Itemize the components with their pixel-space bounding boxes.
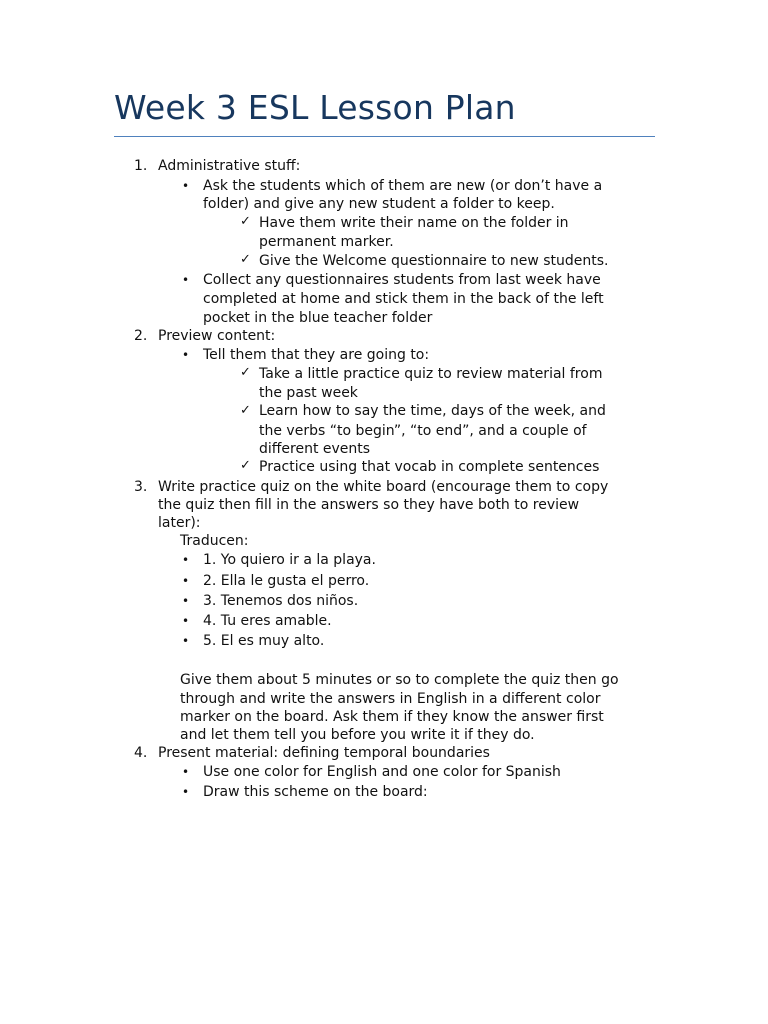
section-number: 3.	[134, 479, 148, 495]
quiz-item: 3. Tenemos dos niños.	[203, 593, 359, 609]
check-item-text: permanent marker.	[259, 234, 394, 250]
check-item-text: Take a little practice quiz to review material from	[259, 366, 603, 382]
quiz-item: 5. El es muy alto.	[203, 633, 325, 649]
bullet-icon: •	[182, 594, 190, 608]
section-heading: Preview content:	[158, 328, 276, 344]
bullet-text: Ask the students which of them are new (or don’t have a	[203, 178, 603, 194]
bullet-icon: •	[182, 614, 190, 628]
bullet-icon: •	[182, 574, 190, 588]
note-text: Give them about 5 minutes or so to complete the quiz then go	[180, 672, 619, 688]
title-underline	[114, 136, 655, 137]
section-heading: Administrative stuff:	[158, 158, 301, 174]
quiz-item: 4. Tu eres amable.	[203, 613, 332, 629]
checkmark-icon: ✓	[240, 365, 251, 380]
quiz-label: Traducen:	[180, 533, 249, 549]
section-heading: later):	[158, 515, 201, 531]
bullet-text: Use one color for English and one color for Spanish	[203, 764, 561, 780]
bullet-text: pocket in the blue teacher folder	[203, 310, 433, 326]
bullet-icon: •	[182, 634, 190, 648]
section-number: 1.	[134, 158, 148, 174]
quiz-item: 2. Ella le gusta el perro.	[203, 573, 370, 589]
section-heading: the quiz then fill in the answers so they have both to review	[158, 497, 580, 513]
check-item-text: Learn how to say the time, days of the week, and	[259, 403, 606, 419]
section-heading: Present material: defining temporal boundaries	[158, 745, 490, 761]
bullet-icon: •	[182, 765, 190, 779]
bullet-text: Collect any questionnaires students from last week have	[203, 272, 601, 288]
bullet-text: folder) and give any new student a folder to keep.	[203, 196, 555, 212]
checkmark-icon: ✓	[240, 252, 251, 267]
bullet-icon: •	[182, 348, 190, 362]
check-item-text: the past week	[259, 385, 358, 401]
document-title: Week 3 ESL Lesson Plan	[114, 88, 516, 127]
checkmark-icon: ✓	[240, 403, 251, 418]
bullet-icon: •	[182, 179, 190, 193]
bullet-icon: •	[182, 273, 190, 287]
check-item-text: Give the Welcome questionnaire to new students.	[259, 253, 609, 269]
section-heading: Write practice quiz on the white board (encourage them to copy	[158, 479, 609, 495]
check-item-text: Practice using that vocab in complete sentences	[259, 459, 600, 475]
bullet-text: Tell them that they are going to:	[203, 347, 430, 363]
bullet-text: completed at home and stick them in the back of the left	[203, 291, 604, 307]
check-item-text: the verbs “to begin”, “to end”, and a couple of	[259, 423, 587, 439]
note-text: and let them tell you before you write it if they do.	[180, 727, 535, 743]
checkmark-icon: ✓	[240, 214, 251, 229]
quiz-item: 1. Yo quiero ir a la playa.	[203, 552, 376, 568]
check-item-text: different events	[259, 441, 371, 457]
section-number: 4.	[134, 745, 148, 761]
section-number: 2.	[134, 328, 148, 344]
bullet-icon: •	[182, 553, 190, 567]
note-text: through and write the answers in English in a different color	[180, 691, 601, 707]
check-item-text: Have them write their name on the folder in	[259, 215, 569, 231]
note-text: marker on the board. Ask them if they know the answer first	[180, 709, 604, 725]
checkmark-icon: ✓	[240, 458, 251, 473]
bullet-text: Draw this scheme on the board:	[203, 784, 428, 800]
bullet-icon: •	[182, 785, 190, 799]
